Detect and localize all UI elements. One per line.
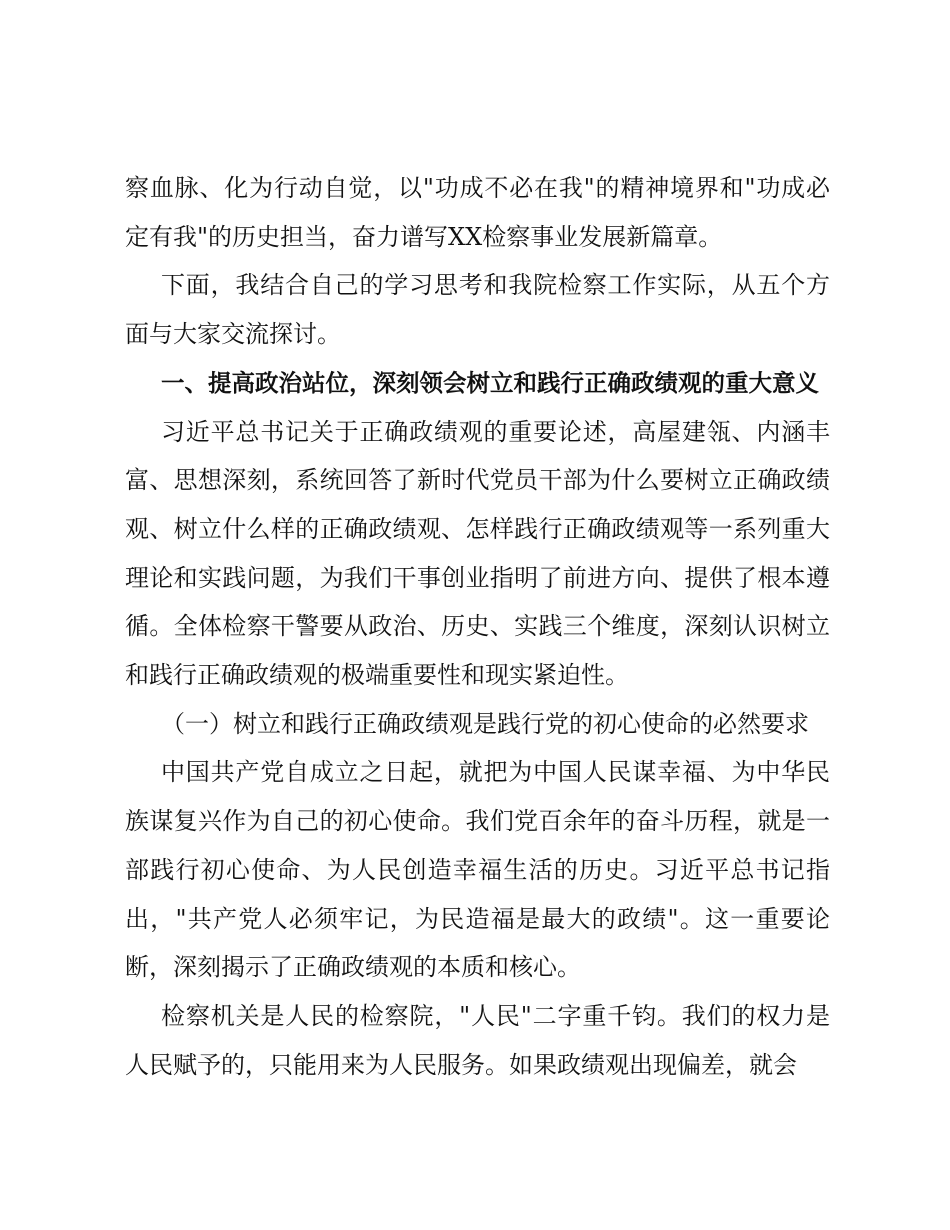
subsection-heading-1: （一）树立和践行正确政绩观是践行党的初心使命的必然要求 [161, 709, 809, 738]
document-page [125, 164, 830, 1089]
paragraph-intro: 下面，我结合自己的学习思考和我院检察工作实际，从五个方面与大家交流探讨。 [125, 271, 830, 349]
section-heading-1: 一、提高政治站位，深刻领会树立和践行正确政绩观的重大意义 [161, 368, 819, 397]
paragraph-section-1: 习近平总书记关于正确政绩观的重要论述，高屋建瓴、内涵丰富、思想深刻，系统回答了新时代党员干部为什么要树立正确政绩观、树立什么样的正确政绩观、怎样践行正确政绩观等一系列重大理论和实践问题，为我们干事创业指明了前进方向、提供了根本遵循。全体检察干警要从政治、历史、实践三个维度，深刻认识树立和践行正确政绩观的极端重要性和现实紧迫性。 [125, 417, 830, 690]
paragraph-procuratorate: 检察机关是人民的检察院，"人民"二字重千钧。我们的权力是人民赋予的，只能用来为人民服务。如果政绩观出现偏差，就会 [125, 1001, 830, 1079]
paragraph-subsection-1: 中国共产党自成立之日起，就把为中国人民谋幸福、为中华民族谋复兴作为自己的初心使命。我们党百余年的奋斗历程，就是一部践行初心使命、为人民创造幸福生活的历史。习近平总书记指出，"共产党人必须牢记，为民造福是最大的政绩"。这一重要论断，深刻揭示了正确政绩观的本质和核心。 [125, 758, 830, 982]
paragraph-continuation: 察血脉、化为行动自觉，以"功成不必在我"的精神境界和"功成必定有我"的历史担当，奋力谱写XX检察事业发展新篇章。 [125, 174, 830, 251]
